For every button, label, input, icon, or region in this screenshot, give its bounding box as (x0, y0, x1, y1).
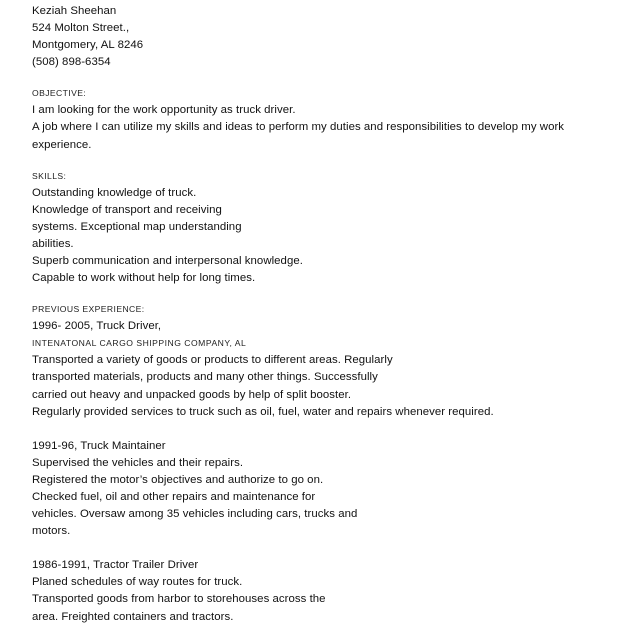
job-duty-line: carried out heavy and unpacked goods by help of split booster. (32, 388, 352, 401)
objective-line: experience. (32, 138, 92, 151)
objective-line: A job where I can utilize my skills and ideas to perform my duties and responsibilities to develop my work (32, 121, 565, 134)
job-title: 1996- 2005, Truck Driver, (32, 320, 162, 333)
skill-line: Capable to work without help for long times. (32, 272, 256, 285)
street-address: 524 Molton Street., (32, 22, 130, 35)
job-duty-line: vehicles. Oversaw among 35 vehicles including cars, trucks and (32, 508, 358, 521)
job-duty-line: motors. (32, 525, 71, 538)
job-entry (32, 318, 616, 420)
skills-section (32, 168, 616, 288)
job-duty-line: area. Freighted containers and tractors. (32, 610, 234, 623)
resume-document (32, 3, 616, 626)
skills-heading: SKILLS: (32, 170, 67, 181)
city-state-zip: Montgomery, AL 8246 (32, 39, 144, 52)
phone-number: (508) 898-6354 (32, 56, 111, 69)
job-duty-line: transported materials, products and many other things. Successfully (32, 371, 378, 384)
job-title: 1991-96, Truck Maintainer (32, 439, 166, 452)
job-duty-line: Transported goods from harbor to storehouses across the (32, 593, 326, 606)
experience-heading: PREVIOUS EXPERIENCE: (32, 304, 145, 315)
skill-line: Outstanding knowledge of truck. (32, 186, 197, 199)
objective-line: I am looking for the work opportunity as truck driver. (32, 104, 296, 117)
experience-section (32, 301, 616, 625)
objective-heading: OBJECTIVE: (32, 88, 87, 99)
job-entry (32, 557, 616, 625)
job-duty-line: Supervised the vehicles and their repairs. (32, 456, 244, 469)
job-duty-line: Checked fuel, oil and other repairs and maintenance for (32, 490, 316, 503)
applicant-name: Keziah Sheehan (32, 5, 117, 17)
skill-line: Superb communication and interpersonal knowledge. (32, 255, 303, 268)
skill-line: abilities. (32, 237, 74, 250)
job-entry (32, 438, 616, 541)
job-duty-line: Transported a variety of goods or products to different areas. Regularly (32, 354, 393, 367)
contact-block (32, 3, 616, 71)
job-company: INTENATONAL CARGO SHIPPING COMPANY, AL (32, 338, 247, 349)
job-duty-line: Regularly provided services to truck such as oil, fuel, water and repairs whenever required. (32, 405, 494, 418)
job-title: 1986-1991, Tractor Trailer Driver (32, 559, 199, 572)
job-duty-line: Registered the motor’s objectives and authorize to go on. (32, 473, 324, 486)
skill-line: systems. Exceptional map understanding (32, 220, 242, 233)
job-duty-line: Planed schedules of way routes for truck. (32, 576, 243, 589)
objective-section (32, 85, 616, 153)
skill-line: Knowledge of transport and receiving (32, 203, 222, 216)
